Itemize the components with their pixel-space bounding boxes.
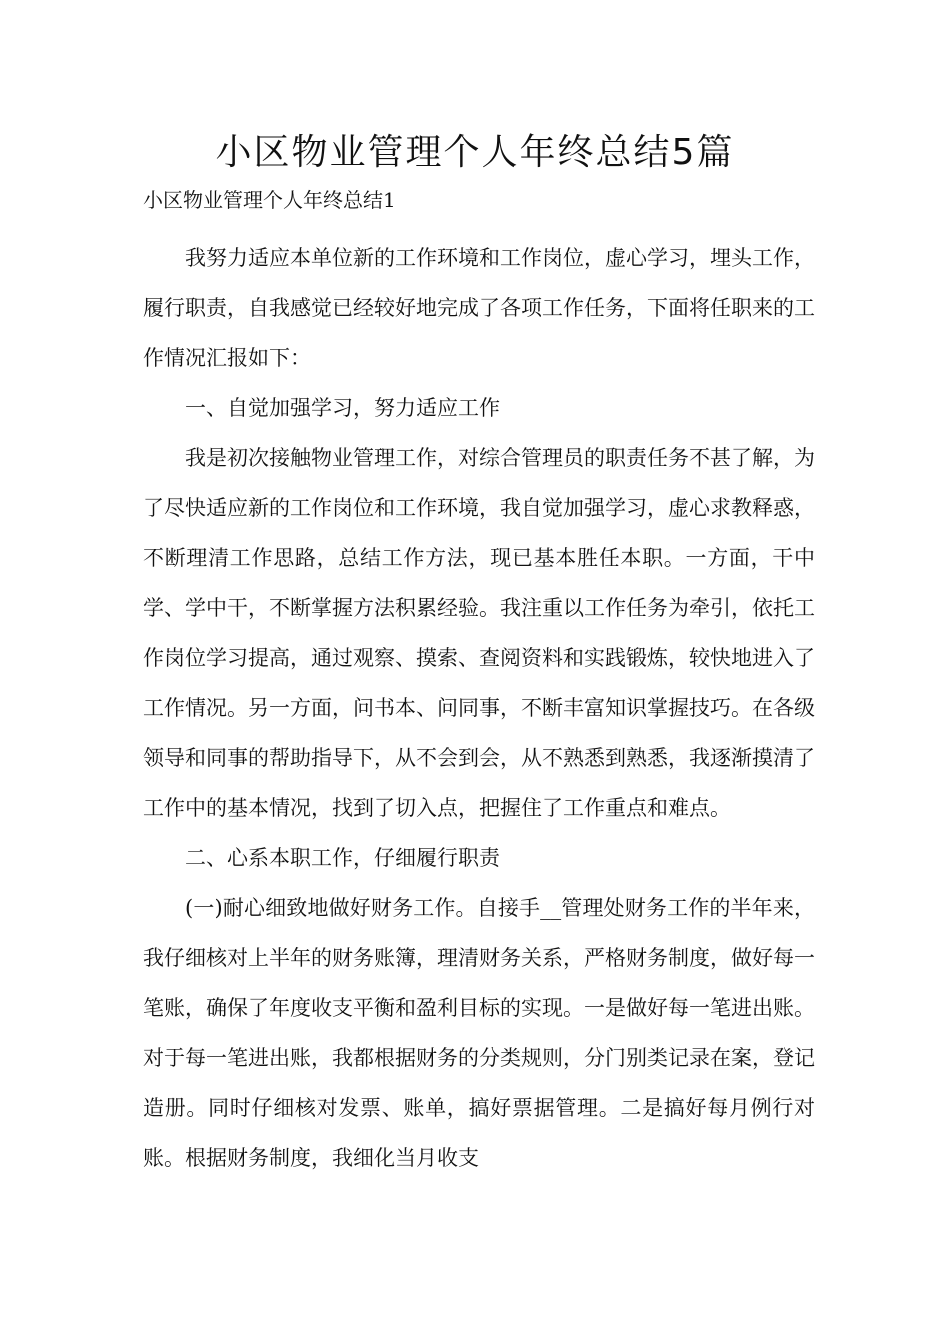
paragraph-learning: 我是初次接触物业管理工作，对综合管理员的职责任务不甚了解，为了尽快适应新的工作岗位和工作环境，我自觉加强学习，虚心求教释惑，不断理清工作思路，总结工作方法，现已基本胜任本职。一方面，干中学、学中干，不断掌握方法积累经验。我注重以工作任务为牵引，依托工作岗位学习提高，通过观察、摸索、查阅资料和实践锻炼，较快地进入了工作情况。另一方面，问书本、问同事，不断丰富知识掌握技巧。在各级领导和同事的帮助指导下，从不会到会，从不熟悉到熟悉，我逐渐摸清了工作中的基本情况，找到了切入点，把握住了工作重点和难点。 [143, 446, 815, 820]
heading-section-1: 一、自觉加强学习，努力适应工作 [185, 396, 500, 420]
heading-section-2: 二、心系本职工作，仔细履行职责 [185, 846, 500, 870]
paragraph-intro: 我努力适应本单位新的工作环境和工作岗位，虚心学习，埋头工作，履行职责，自我感觉已经较好地完成了各项工作任务，下面将任职来的工作情况汇报如下： [143, 246, 815, 370]
document-title: 小区物业管理个人年终总结5篇 [215, 132, 735, 173]
paragraph-finance: (一)耐心细致地做好财务工作。自接手__管理处财务工作的半年来，我仔细核对上半年的财务账簿，理清财务关系，严格财务制度，做好每一笔账，确保了年度收支平衡和盈利目标的实现。一是做好每一笔进出账。对于每一笔进出账，我都根据财务的分类规则，分门别类记录在案，登记造册。同时仔细核对发票、账单，搞好票据管理。二是搞好每月例行对账。根据财务制度，我细化当月收支 [143, 896, 815, 1170]
body-text [143, 233, 815, 1183]
section-subtitle: 小区物业管理个人年终总结1 [143, 188, 396, 212]
